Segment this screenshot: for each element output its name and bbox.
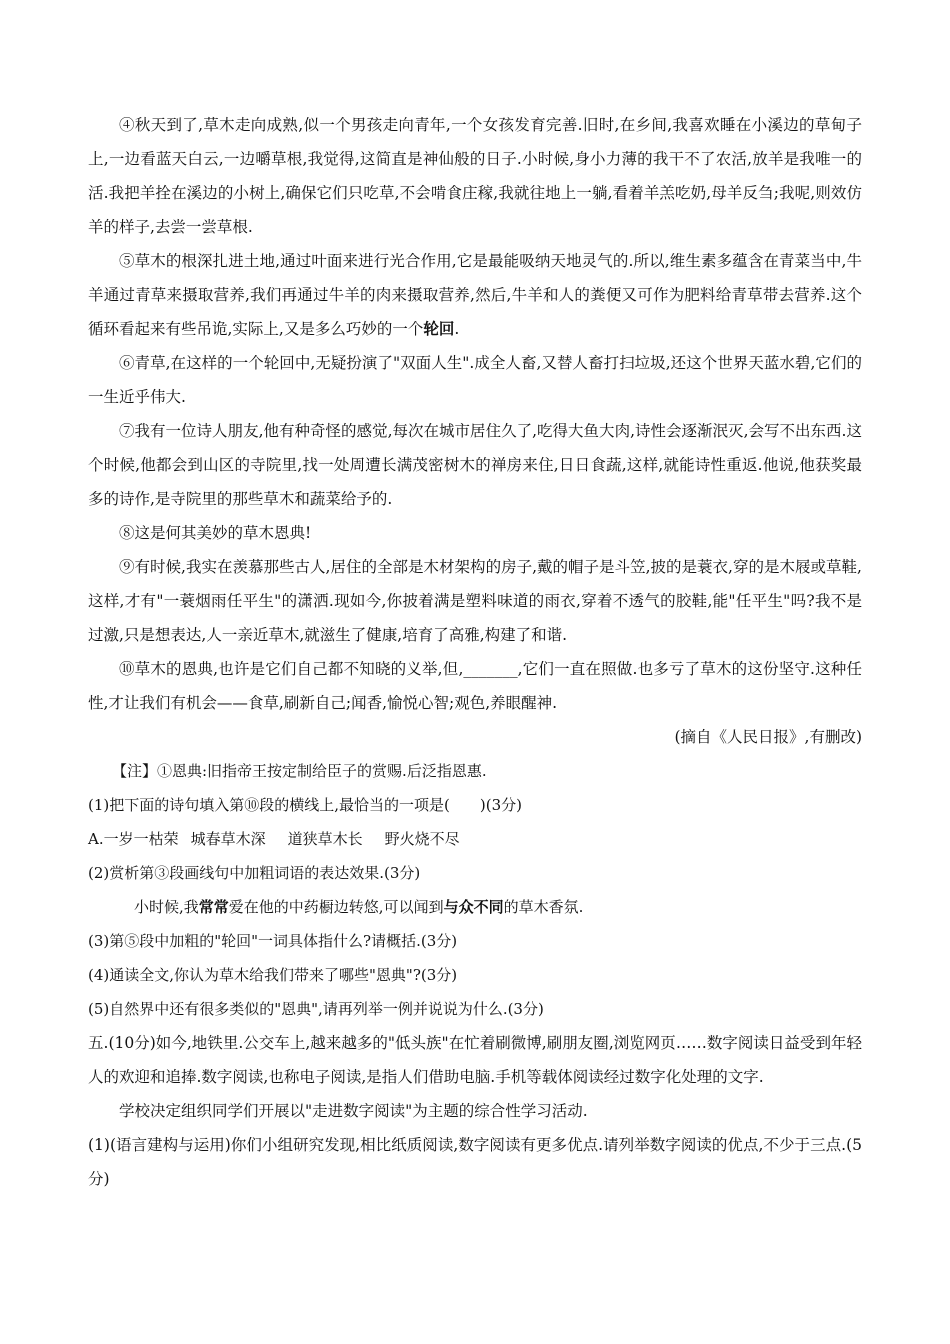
paragraph-5-text: ⑤草木的根深扎进土地,通过叶面来进行光合作用,它是最能吸纳天地灵气的.所以,维生素多蕴含在青菜当中,牛羊通过青草来摄取营养,我们再通过牛羊的肉来摄取营养,然后,牛羊和人的粪便又可作为肥料给青草带去营养.这个循环看起来有些吊诡,实际上,又是多么巧妙的一个 <box>88 252 862 338</box>
paragraph-6: ⑥青草,在这样的一个轮回中,无疑扮演了"双面人生".成全人畜,又替人畜打扫垃圾,还这个世界天蓝水碧,它们的一生近乎伟大. <box>88 354 862 406</box>
option-d: 野火烧不尽 <box>384 830 460 848</box>
paragraph-10: ⑩草木的恩典,也许是它们自己都不知晓的义举,但,_______,它们一直在照做.也多亏了草木的这份坚守.这种任性,才让我们有机会——食草,刷新自己;闻香,愉悦心智;观色,养眼醒神. <box>88 660 862 712</box>
question-2: (2)赏析第③段画线句中加粗词语的表达效果.(3分) <box>88 864 421 882</box>
section-5-question-1: (1)(语言建构与运用)你们小组研究发现,相比纸质阅读,数字阅读有更多优点.请列举数字阅读的优点,不少于三点.(5分) <box>88 1136 862 1188</box>
paragraph-5 <box>88 244 862 346</box>
option-b: 城春草木深 <box>190 830 266 848</box>
question-2-quote <box>88 890 862 924</box>
section-5-intro: 五.(10分)如今,地铁里.公交车上,越来越多的"低头族"在忙着刷微博,刷朋友圈,浏览网页……数字阅读日益受到年轻人的欢迎和追捧.数字阅读,也称电子阅读,是指人们借助电脑.手机等载体阅读经过数字化处理的文字. <box>88 1034 862 1086</box>
document-page <box>88 108 862 1196</box>
option-c: 道狭草木长 <box>287 830 363 848</box>
bold-term-lunhui: 轮回 <box>423 319 455 338</box>
bold-word-yuzhongbutong: 与众不同 <box>443 898 504 916</box>
question-1: (1)把下面的诗句填入第⑩段的横线上,最恰当的一项是( )(3分) <box>88 796 522 814</box>
paragraph-9: ⑨有时候,我实在羡慕那些古人,居住的全部是木材架构的房子,戴的帽子是斗笠,披的是蓑衣,穿的是木屐或草鞋,这样,才有"一蓑烟雨任平生"的潇洒.现如今,你披着满是塑料味道的雨衣,穿着不透气的胶鞋,能"任平生"吗?我不是过激,只是想表达,人一亲近草木,就滋生了健康,培育了高雅,构建了和谐. <box>88 558 862 644</box>
quote-part-c: 爱在他的中药橱边转悠,可以闻到 <box>228 898 444 916</box>
footnote: 【注】①恩典:旧指帝王按定制给臣子的赏赐.后泛指恩惠. <box>112 762 487 780</box>
question-3: (3)第⑤段中加粗的"轮回"一词具体指什么?请概括.(3分) <box>88 932 458 950</box>
question-1-options <box>88 822 862 856</box>
paragraph-7: ⑦我有一位诗人朋友,他有种奇怪的感觉,每次在城市居住久了,吃得大鱼大肉,诗性会逐渐泯灭,会写不出东西.这个时候,他都会到山区的寺院里,找一处周遭长满茂密树木的禅房来住,日日食蔬,这样,就能诗性重返.他说,他获奖最多的诗作,是寺院里的那些草木和蔬菜给予的. <box>88 422 862 508</box>
source-citation: (摘自《人民日报》,有删改) <box>674 728 862 746</box>
question-5: (5)自然界中还有很多类似的"恩典",请再列举一例并说说为什么.(3分) <box>88 1000 544 1018</box>
option-a: A.一岁一枯荣 <box>88 830 179 848</box>
quote-part-a: 小时候,我 <box>134 898 199 916</box>
paragraph-5-end: . <box>454 320 460 338</box>
question-4: (4)通读全文,你认为草木给我们带来了哪些"恩典"?(3分) <box>88 966 458 984</box>
paragraph-8: ⑧这是何其美妙的草木恩典! <box>119 524 312 542</box>
bold-word-changchang: 常常 <box>198 898 229 916</box>
paragraph-4: ④秋天到了,草木走向成熟,似一个男孩走向青年,一个女孩发育完善.旧时,在乡间,我喜欢睡在小溪边的草甸子上,一边看蓝天白云,一边嚼草根,我觉得,这简直是神仙般的日子.小时候,身小力薄的我干不了农活,放羊是我唯一的活.我把羊拴在溪边的小树上,确保它们只吃草,不会啃食庄稼,我就往地上一躺,看着羊羔吃奶,母羊反刍;我呢,则效仿羊的样子,去尝一尝草根. <box>88 116 862 236</box>
section-5-activity: 学校决定组织同学们开展以"走进数字阅读"为主题的综合性学习活动. <box>119 1102 588 1120</box>
quote-part-d: 的草木香氛. <box>503 898 584 916</box>
